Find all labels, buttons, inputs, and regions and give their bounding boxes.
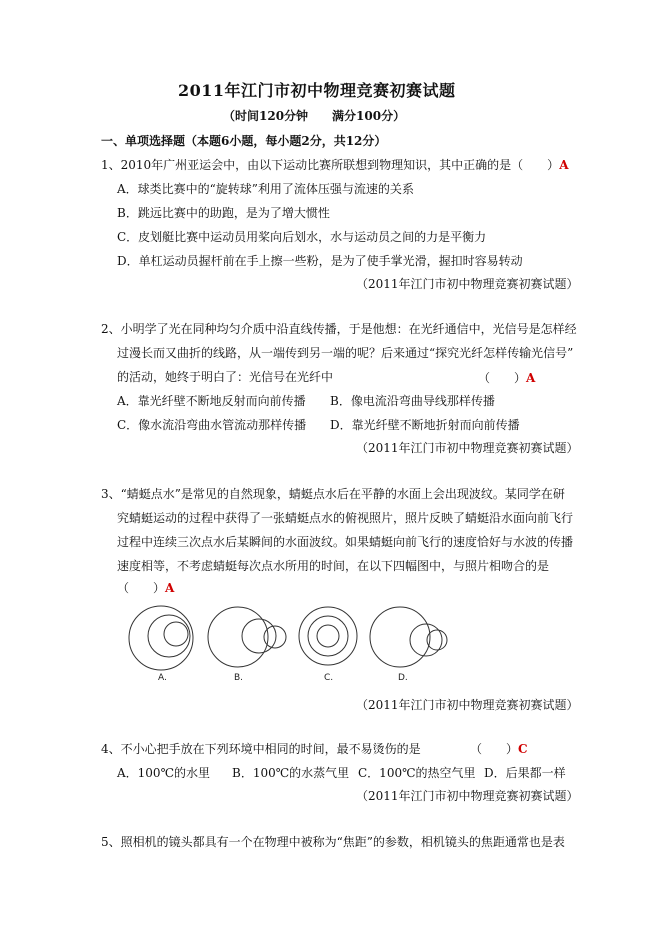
q1-option-b: B．跳远比赛中的助跑，是为了增大惯性 — [117, 206, 330, 220]
q3-figure-label-c: C. — [324, 673, 334, 683]
ripple-circle — [208, 607, 268, 667]
section-heading: 一、单项选择题（本题6小题，每小题2分，共12分） — [101, 134, 387, 148]
q4-option-c: C．100℃的热空气里 — [358, 766, 476, 780]
q1-option-a: A．球类比赛中的“旋转球”利用了流体压强与流速的关系 — [117, 182, 414, 196]
q1-answer: A — [559, 158, 569, 172]
q3-line-1: 3、“蜻蜓点水”是常见的自然现象，蜻蜓点水后在平静的水面上会出现波纹。某同学在研 — [101, 487, 565, 501]
exam-title: 2011年江门市初中物理竞赛初赛试题 — [178, 81, 456, 100]
q3-ripple-figure — [128, 600, 448, 686]
q3-figure-a — [129, 606, 193, 670]
q5-line-1: 5、照相机的镜头都具有一个在物理中被称为“焦距”的参数，相机镜头的焦距通常也是表 — [101, 835, 565, 849]
q3-line-4: 速度相等，不考虑蜻蜓每次点水所用的时间，在以下四幅图中，与照片相吻合的是 — [117, 559, 550, 573]
q3-figure-b — [208, 607, 286, 667]
q4-option-d: D．后果都一样 — [484, 766, 566, 780]
q2-line-1: 2、小明学了光在同种均匀介质中沿直线传播，于是他想：在光纤通信中，光信号是怎样经 — [101, 322, 577, 336]
q2-answer-bracket — [478, 370, 535, 386]
ripple-circle — [370, 607, 430, 667]
q4-option-a: A．100℃的水里 — [117, 766, 210, 780]
q3-line-2: 究蜻蜓运动的过程中获得了一张蜻蜓点水的俯视照片，照片反映了蜻蜓沿水面向前飞行 — [117, 511, 574, 525]
q1-source: （2011年江门市初中物理竞赛初赛试题） — [356, 277, 579, 291]
ripple-circle — [148, 615, 190, 657]
q2-option-d: D．靠光纤壁不断地折射而向前传播 — [330, 418, 520, 432]
ripple-circle — [317, 625, 339, 647]
q4-option-b: B．100℃的水蒸气里 — [232, 766, 350, 780]
q3-figure-label-d: D. — [398, 673, 408, 683]
q4-source: （2011年江门市初中物理竞赛初赛试题） — [356, 789, 579, 803]
q3-answer-bracket — [117, 580, 174, 596]
q4-stem: 4、不小心把手放在下列环境中相同的时间，最不易烫伤的是 — [101, 742, 421, 756]
q3-answer: A — [165, 581, 175, 595]
q1-option-c: C．皮划艇比赛中运动员用桨向后划水，水与运动员之间的力是平衡力 — [117, 230, 487, 244]
q4-answer: C — [518, 742, 528, 756]
q2-source: （2011年江门市初中物理竞赛初赛试题） — [356, 441, 579, 455]
q2-line-3: 的活动，她终于明白了：光信号在光纤中 — [117, 370, 334, 384]
ripple-circle — [164, 622, 188, 646]
q2-option-a: A．靠光纤壁不断地反射而向前传播 — [117, 394, 306, 408]
q2-answer: A — [526, 371, 536, 385]
q3-figure-label-a: A. — [158, 673, 167, 683]
q3-figure-d — [370, 607, 447, 667]
q2-line-2: 过漫长而又曲折的线路，从一端传到另一端的呢？后来通过“探究光纤怎样传输光信号” — [117, 346, 574, 360]
q3-bracket: （ ） — [117, 581, 166, 595]
ripple-circle — [129, 606, 193, 670]
exam-subtitle: （时间120分钟 满分100分） — [223, 109, 406, 123]
ripple-circle — [242, 619, 276, 653]
q3-source: （2011年江门市初中物理竞赛初赛试题） — [356, 698, 579, 712]
q3-figure-label-b: B. — [234, 673, 244, 683]
q4-bracket: （ ） — [470, 742, 519, 756]
q4-answer-bracket — [470, 741, 528, 757]
q2-option-b: B．像电流沿弯曲导线那样传播 — [330, 394, 495, 408]
q2-option-c: C．像水流沿弯曲水管流动那样传播 — [117, 418, 307, 432]
ripple-circle — [308, 616, 348, 656]
q3-line-3: 过程中连续三次点水后某瞬间的水面波纹。如果蜻蜓向前飞行的速度恰好与水波的传播 — [117, 535, 574, 549]
q1-stem-text: 1、2010年广州亚运会中，由以下运动比赛所联想到物理知识，其中正确的是（ ） — [101, 158, 560, 172]
q2-bracket: （ ） — [478, 371, 527, 385]
q1-stem — [101, 157, 569, 173]
q1-option-d: D．单杠运动员握杆前在手上擦一些粉，是为了使手掌光滑，握扣时容易转动 — [117, 254, 523, 268]
q3-figure-c — [299, 607, 357, 665]
